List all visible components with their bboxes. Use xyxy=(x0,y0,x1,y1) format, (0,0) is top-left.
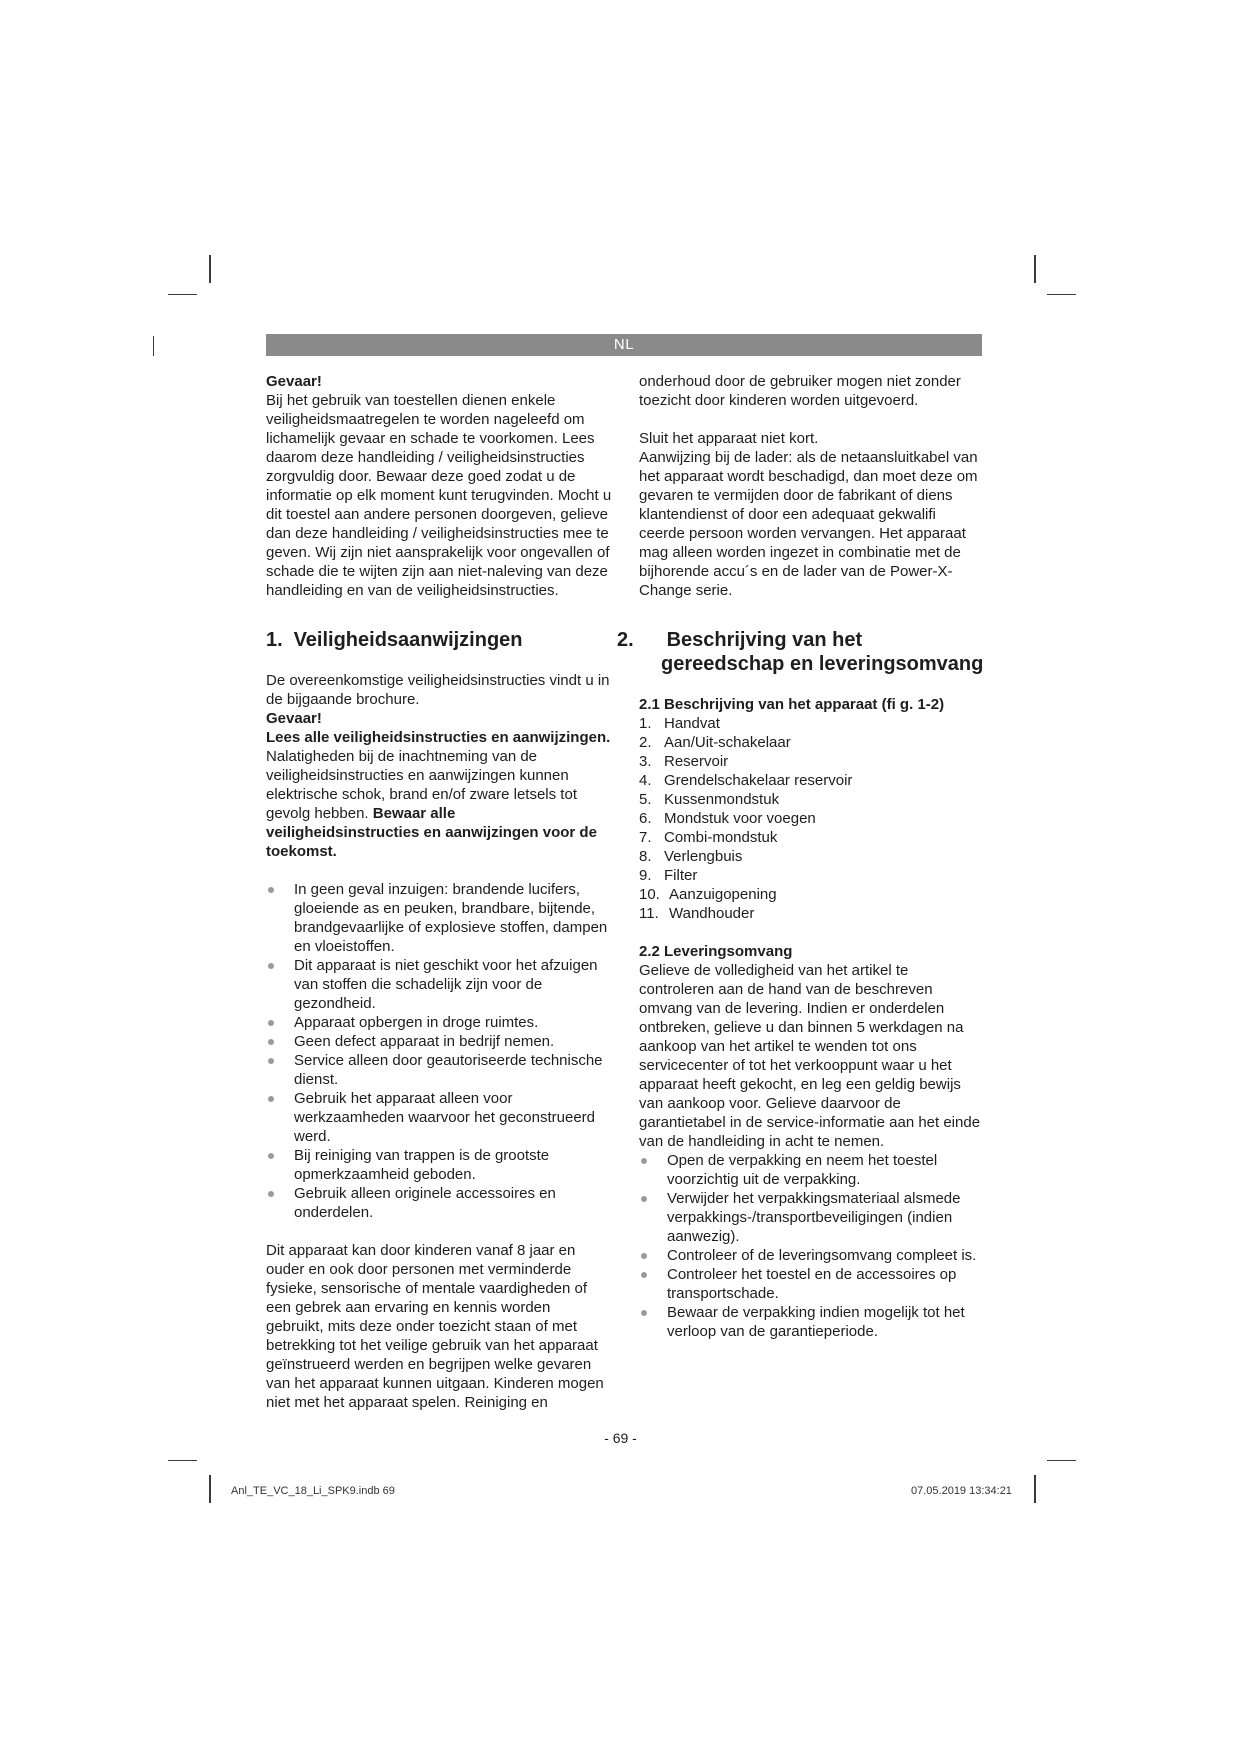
list-item: Controleer of de leveringsomvang compleet is. xyxy=(639,1246,985,1265)
crop-mark xyxy=(1047,1460,1076,1461)
list-item: Gebruik alleen originele accessoires en onderdelen. xyxy=(266,1184,612,1222)
list-item: 1. Handvat xyxy=(639,715,720,732)
language-header-bar: NL xyxy=(266,334,982,356)
list-item: Geen defect apparaat in bedrijf nemen. xyxy=(266,1032,612,1051)
delivery-text: Gelieve de volledigheid van het artikel te controleren aan de hand van de beschreven omvang van de levering. Indien er onderdelen ontbreken, gelieve u dan binnen 5 werkdagen na aankoop van het artikel te wenden tot ons servicecenter of tot het verkooppunt waar u het apparaat heeft gekocht, en leg een geldig bewijs van aankoop voor. Gelieve daarvoor de garantietabel in de service-informatie aan het einde van de handleiding in acht te nemen. xyxy=(639,962,981,1150)
crop-mark xyxy=(1034,1475,1036,1503)
list-item: 10. Aanzuigopening xyxy=(639,886,777,903)
subsection-2-1-title: 2.1 Beschrijving van het apparaat (fi g. 1-2) xyxy=(639,696,945,713)
left-column xyxy=(266,372,612,1412)
list-item: Bewaar de verpakking indien mogelijk tot het verloop van de garantieperiode. xyxy=(639,1303,985,1341)
read-instructions-bold: Lees alle veiligheidsinstructies en aanwijzingen. xyxy=(266,729,611,746)
section1-paragraph: De overeenkomstige veiligheidsinstructies vindt u in de bijgaande brochure. xyxy=(266,672,610,708)
footer-file-name: Anl_TE_VC_18_Li_SPK9.indb 69 xyxy=(231,1485,395,1497)
list-item: Gebruik het apparaat alleen voor werkzaamheden waarvoor het geconstrueerd werd. xyxy=(266,1089,612,1146)
subsection-2-2-title: 2.2 Leveringsomvang xyxy=(639,943,793,960)
list-item: 5. Kussenmondstuk xyxy=(639,791,780,808)
keep-instructions-bold: Bewaar alle veiligheidsinstructies en aanwijzingen voor de toekomst. xyxy=(266,805,597,860)
read-instructions-paragraph xyxy=(266,728,612,861)
list-item: 7. Combi-mondstuk xyxy=(639,829,778,846)
list-item: 9. Filter xyxy=(639,867,698,884)
section2-title xyxy=(617,628,985,676)
footer-timestamp: 07.05.2019 13:34:21 xyxy=(911,1485,1012,1497)
charger-text: Aanwijzing bij de lader: als de netaansluitkabel van het apparaat wordt beschadigd, dan moet deze om gevaren te vermijden door de fabrikant of diens klantendienst of door een adequaat gekwalifi ceerde persoon worden vervangen. Het apparaat mag alleen worden ingezet in combinatie met de bijhorende accu´s en de lader van de Power-X-Change serie. xyxy=(639,449,978,599)
list-item: Verwijder het verpakkingsmateriaal alsmede verpakkings-/transportbeveiligingen (indien aanwezig). xyxy=(639,1189,985,1246)
list-item: In geen geval inzuigen: brandende lucifers, gloeiende as en peuken, brandbare, bijtende, brandgevaarlijke of explosieve stoffen, dampen en vloeistoffen. xyxy=(266,880,612,956)
short-circuit-text: Sluit het apparaat niet kort. xyxy=(639,430,819,447)
section1-number: 1. xyxy=(266,629,283,651)
list-item: 2. Aan/Uit-schakelaar xyxy=(639,734,791,751)
intro-heading: Gevaar! xyxy=(266,373,322,390)
right-column xyxy=(617,372,985,1341)
danger-heading: Gevaar! xyxy=(266,710,322,727)
crop-mark xyxy=(168,294,197,295)
intro-text: Bij het gebruik van toestellen dienen enkele veiligheidsmaatregelen te worden nageleefd om lichamelijk gevaar en schade te voorkomen. Lees daarom deze handleiding / veiligheidsinstructies zorgvuldig door. Bewaar deze goed zodat u de informatie op elk moment kunt terugvinden. Mocht u dit toestel aan andere personen doorgeven, gelieve dan deze handleiding / veiligheidsinstructies mee te geven. Wij zijn niet aansprakelijk voor ongevallen of schade die te wijten zijn aan niet-naleving van deze handleiding en van de veiligheidsinstructies. xyxy=(266,392,612,599)
crop-mark xyxy=(1047,294,1076,295)
parts-list xyxy=(639,714,985,923)
crop-mark xyxy=(209,255,211,283)
safety-bullet-list xyxy=(266,880,612,1222)
list-item: Service alleen door geautoriseerde technische dienst. xyxy=(266,1051,612,1089)
delivery-bullet-list xyxy=(639,1151,985,1341)
list-item: Controleer het toestel en de accessoires op transportschade. xyxy=(639,1265,985,1303)
list-item: 3. Reservoir xyxy=(639,753,729,770)
list-item: 8. Verlengbuis xyxy=(639,848,743,865)
crop-mark xyxy=(168,1460,197,1461)
list-item: 11. Wandhouder xyxy=(639,905,755,922)
section1-title xyxy=(266,628,612,652)
page-number: - 69 - xyxy=(604,1430,637,1446)
list-item: 4. Grendelschakelaar reservoir xyxy=(639,772,853,789)
continued-text: onderhoud door de gebruiker mogen niet zonder toezicht door kinderen worden uitgevoerd. xyxy=(639,373,961,409)
list-item: Bij reiniging van trappen is de grootste opmerkzaamheid geboden. xyxy=(266,1146,612,1184)
children-paragraph: Dit apparaat kan door kinderen vanaf 8 jaar en ouder en ook door personen met verminderde fysieke, sensorische of mentale vaardigheden of een gebrek aan ervaring en kennis worden gebruikt, mits deze onder toezicht staan of met betrekking tot het veilige gebruik van het apparaat geïnstrueerd werden en begrijpen welke gevaren van het apparaat kunnen uitgaan. Kinderen mogen niet met het apparaat spelen. Reiniging en xyxy=(266,1242,604,1411)
section1-title-text: Veiligheidsaanwijzingen xyxy=(293,629,523,651)
list-item: Open de verpakking en neem het toestel voorzichtig uit de verpakking. xyxy=(639,1151,985,1189)
section2-title-text: Beschrijving van het gereedschap en leveringsomvang xyxy=(661,629,984,675)
list-item: Dit apparaat is niet geschikt voor het afzuigen van stoffen die schadelijk zijn voor de gezondheid. xyxy=(266,956,612,1013)
crop-mark xyxy=(209,1475,211,1503)
read-instructions-text: Nalatigheden bij de inachtneming van de veiligheidsinstructies en aanwijzingen kunnen elektrische schok, brand en/of zware letsels tot gevolg hebben. xyxy=(266,748,577,822)
section2-number: 2. xyxy=(617,629,634,651)
crop-mark xyxy=(1034,255,1036,283)
list-item: Apparaat opbergen in droge ruimtes. xyxy=(266,1013,612,1032)
crop-mark xyxy=(153,336,154,356)
list-item: 6. Mondstuk voor voegen xyxy=(639,810,816,827)
